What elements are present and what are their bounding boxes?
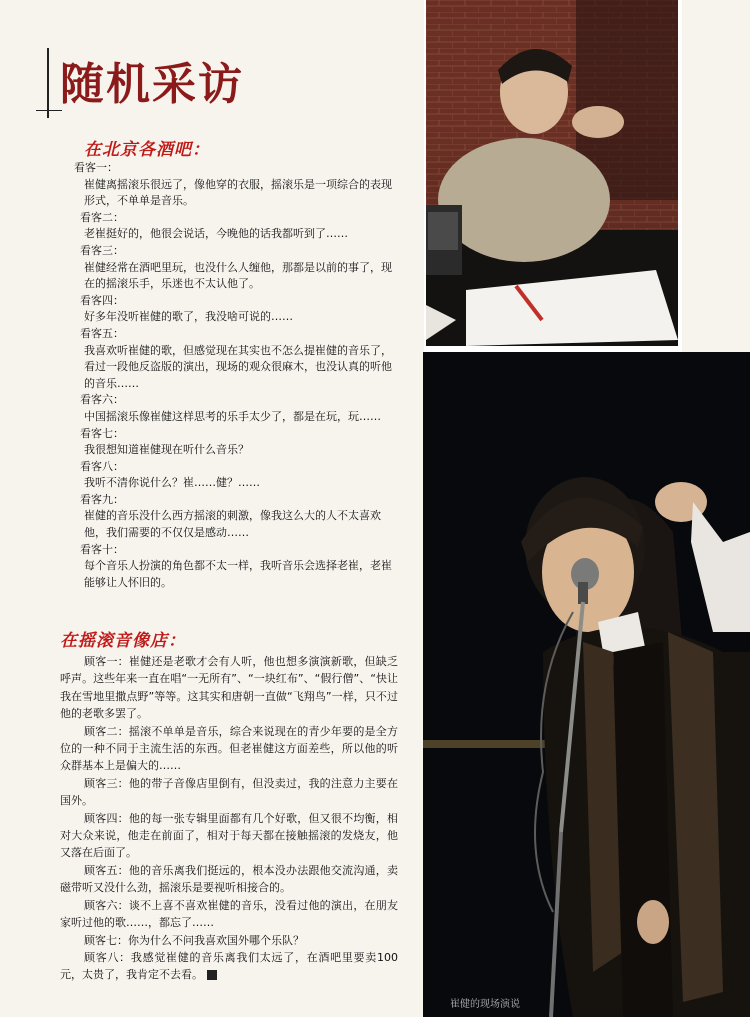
speaker-label: 看客四：	[80, 293, 124, 307]
customer-quote: 顾客六：谈不上喜不喜欢崔健的音乐，没看过他的演出，在朋友家听过他的歌……，都忘了……	[60, 898, 398, 930]
quote-text: 崔健离摇滚乐很远了，像他穿的衣服，摇滚乐是一项综合的表现形式，不单单是音乐。	[84, 177, 392, 208]
quote-text: 我听不清你说什么？崔……健？……	[84, 476, 260, 490]
section-heading-record-store: 在摇滚音像店：	[60, 631, 186, 651]
speaker-label: 看客八：	[80, 459, 124, 473]
speaker-label: 看客六：	[80, 393, 124, 407]
performance-photo	[423, 352, 750, 1017]
title-rule	[47, 48, 49, 118]
customer-quote: 顾客一：崔健还是老歌才会有人听，他也想多演演新歌，但缺乏呼声。这些年来一直在唱“一无所有”、“一块红布”、“假行僧”、“快让我在雪地里撒点野”等等。这其实和唐朝一直做“飞翔鸟”一样，只不过他的老歌多罢了。	[60, 655, 398, 721]
customer-quote: 顾客三：他的带子音像店里倒有，但没卖过，我的注意力主要在国外。	[60, 776, 398, 808]
speaker-label: 看客七：	[80, 426, 124, 440]
quote-text: 崔健经常在酒吧里玩，也没什么人缠他，那都是以前的事了，现在的摇滚乐手，乐迷也不太认他了。	[84, 260, 392, 291]
customer-quote: 顾客七：你为什么不问我喜欢国外哪个乐队？	[84, 933, 304, 947]
quote-text: 中国摇滚乐像崔健这样思考的乐手太少了，都是在玩，玩……	[84, 409, 381, 423]
customer-quote-last	[60, 949, 398, 984]
portrait-illustration	[426, 0, 678, 346]
page-title: 随机采访	[60, 59, 244, 110]
speaker-label: 看客九：	[80, 492, 124, 506]
quote-text: 崔健的音乐没什么西方摇滚的刺激，像我这么大的人不太喜欢他，我们需要的不仅仅是感动……	[84, 509, 381, 540]
section-heading-bars: 在北京各酒吧：	[84, 140, 210, 160]
performance-illustration	[423, 352, 750, 1017]
speaker-label: 看客二：	[80, 210, 124, 224]
quote-text: 老崔挺好的，他很会说话，今晚他的话我都听到了……	[84, 227, 348, 241]
quote-text: 我喜欢听崔健的歌，但感觉现在其实也不怎么提崔健的音乐了，看过一段他反盗版的演出，现场的观众很麻木，也没认真的听他的音乐……	[84, 343, 392, 390]
store-interviews	[60, 653, 398, 984]
crop-mark	[36, 110, 62, 111]
quote-text: 每个音乐人扮演的角色都不太一样，我听音乐会选择老崔，老崔能够让人怀旧的。	[84, 559, 392, 589]
end-mark-icon	[207, 970, 217, 980]
portrait-image	[426, 0, 678, 346]
quote-text: 好多年没听崔健的歌了，我没啥可说的……	[84, 310, 293, 324]
speaker-label: 看客十：	[80, 542, 124, 556]
bar-interviews	[62, 160, 392, 591]
speaker-label: 看客五：	[80, 326, 124, 340]
portrait-photo	[424, 0, 682, 352]
customer-quote: 顾客二：摇滚不单单是音乐，综合来说现在的青少年要的是全方位的一种不同于主流生活的东西。但老崔健这方面差些，所以他的听众群基本上是偏大的……	[60, 724, 398, 773]
customer-quote: 顾客四：他的每一张专辑里面都有几个好歌，但又很不均衡，相对大众来说，他走在前面了，相对于每天都在接触摇滚的发烧友，他又落在后面了。	[60, 811, 398, 860]
speaker-label: 看客一：	[74, 161, 118, 174]
speaker-label: 看客三：	[80, 243, 124, 257]
customer-quote: 顾客五：他的音乐离我们挺远的，根本没办法跟他交流沟通，卖磁带听又没什么劲，摇滚乐是要视听相接合的。	[60, 863, 398, 895]
quote-text: 我很想知道崔健现在听什么音乐？	[84, 443, 249, 457]
photo-caption: 崔健的现场演说	[450, 999, 520, 1010]
quote-text: 顾客八：我感觉崔健的音乐离我们太远了，在酒吧里要卖100元，太贵了，我肯定不去看。	[60, 950, 398, 982]
